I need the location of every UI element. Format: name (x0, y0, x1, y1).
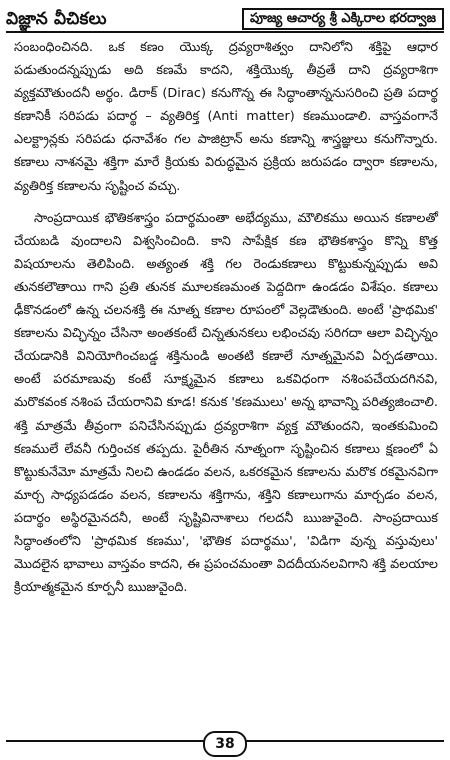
page-body (14, 36, 438, 599)
page-number: 38 (203, 731, 247, 757)
paragraph-2: సాంప్రదాయిక భౌతికశాస్త్రం పదార్థమంతా అభేద్యము, మౌలికము అయిన కణాలతో చేయబడి వుందాలని విశ్వసించింది. కాని సాపేక్షిక కణ భౌతికశాస్త్రం కొన్ని కొత్త విషయాలను తెలిపింది. అత్యంత శక్తి గల రెండుకణాలు కొట్టుకున్నప్పుడు అవి తునకలౌతాయి గాని ప్రతి తునక మూలకణమంత పెద్దదిగా ఉండడం విశేషం. కణాలు ఢీకొనడంలో ఉన్న చలనశక్తి ఈ నూత్న కణాల రూపంలో వెల్లడౌతుంది. అంటే 'ప్రాథమిక' కణాలను విచ్ఛిన్నం చేసినా అంతకంటే చిన్నతునకలు లభించవు సరిగదా ఆలా విచ్ఛిన్నం చేయడానికి వినియోగించబడ్డ శక్తినుండి అంతటి కణాలే నూత్నమైనవి ఏర్పడతాయి. అంటే పరమాణువు కంటే సూక్ష్మమైన కణాలు ఒకవిధంగా నశింపచేయదగినవి, మరొకవంక నశింప చేయరానివి కూడ! కనుక 'కణములు' అన్న భావాన్ని పరిత్యజించాలి. శక్తి మాత్రమే తీవ్రంగా పనిచేసినప్పుడు ద్రవ్యరాశిగా వ్యక్త మౌతుందని, ఇంతకుమించి కణములే లేవనీ గుర్తించక తప్పదు. పైరీతిన నూత్నంగా సృష్టించిన కణాలు క్షణంలో ఏ కొట్టుకునేమో మాత్రమే నిలచి ఉండడం వలన, ఒకరకమైన కణాలను మరొక రకమైనవిగా మార్చ సాధ్యపడడం వలన, కణాలను శక్తిగాను, శక్తిని కణాలుగాను మార్చడం వలన, పదార్థం అస్థిరమైనదనీ, అంటే సృష్టివినాశాలు గలదనీ ఋజువైంది. సాంప్రదాయిక సిద్ధాంతంలోని 'ప్రాథమిక కణము', 'భౌతిక పదార్థము', 'విడిగా వున్న వస్తువులు' మొదలైన భావాలు వాస్తవం కాదని, ఈ ప్రపంచమంతా విదదీయనలవిగాని శక్తి వలయాల క్రియాత్మకమైన కూర్పనీ ఋజువైంది. (14, 210, 438, 596)
paragraph-1: సంబంధించినది. ఒక కణం యొక్క ద్రవ్యరాశిత్వం దానిలోని శక్తిపై ఆధార పడుతుందన్నప్పుడు అది కణమే కాదని, శక్తియొక్క తీవ్రతే దాని ద్రవ్యరాశిగా వ్యక్తమౌతుందనీ అర్థం. డిరాక్ (Dirac) కనుగొన్న ఈ సిద్ధాంతాన్ననుసరించి ప్రతి పదార్థ కణానికీ సరిపడు పదార్థ – వ్యతిరిక్త (Anti matter) కణముండాలి. వాస్తవంగానే ఎలక్ట్రాన్లకు సరిపడు ధనావేశం గల పాజిట్రాన్ అను కణాన్ని శాస్త్రజ్ఞులు కనుగొన్నారు. కణాలు నాశనమై శక్తిగా మారే క్రియకు విరుద్ధమైన ప్రక్రియ జరుపడం ద్వారా కణాలను, వ్యతిరిక్త కణాలను సృష్టించ వచ్చు. (14, 40, 438, 194)
author-name: పూజ్య ఆచార్య శ్రీ ఎక్కిరాల భరద్వాజ (242, 8, 444, 30)
page-header (6, 2, 444, 30)
book-title: విజ్ఞాన వీచికలు (6, 9, 107, 29)
header-divider (6, 31, 444, 33)
